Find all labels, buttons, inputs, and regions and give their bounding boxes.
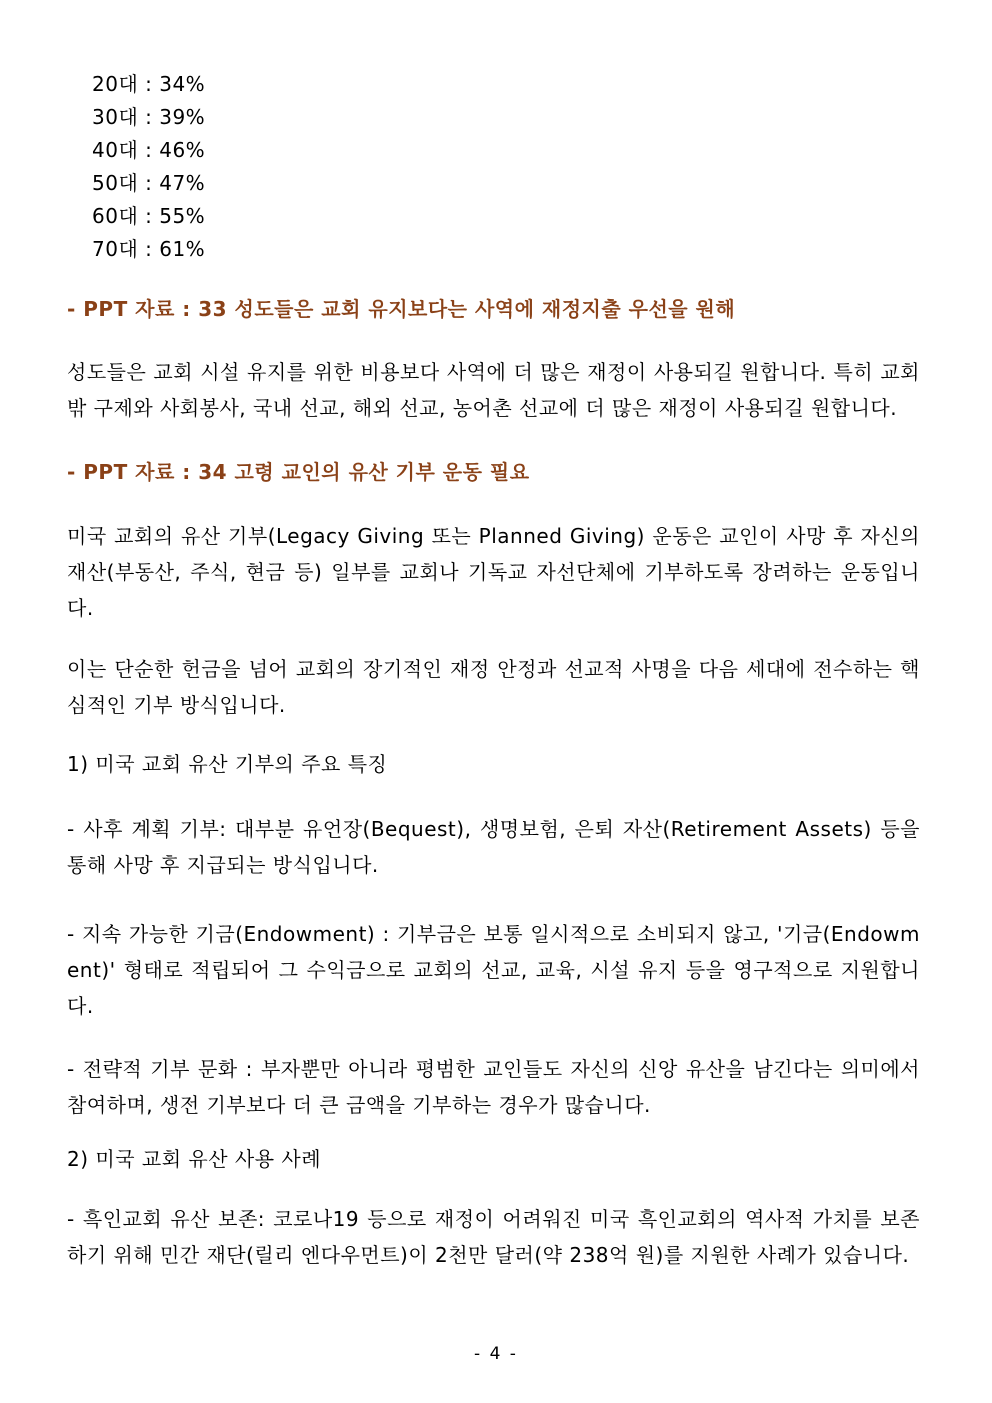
- age-stat-item-40s: 40대 : 46%: [92, 138, 206, 162]
- paragraph-ppt-33: 성도들은 교회 시설 유지를 위한 비용보다 사역에 더 많은 재정이 사용되길 원합니다. 특히 교회 밖 구제와 사회봉사, 국내 선교, 해외 선교, 농어촌 선교에 더 많은 재정이 사용되길 원합니다.: [67, 360, 920, 420]
- paragraph-legacy-giving-meaning: 이는 단순한 헌금을 넘어 교회의 장기적인 재정 안정과 선교적 사명을 다음 세대에 전수하는 핵심적인 기부 방식입니다.: [67, 657, 920, 717]
- item-endowment-fund: - 지속 가능한 기금(Endowment) : 기부금은 보통 일시적으로 소비되지 않고, '기금(Endowment)' 형태로 적립되어 그 수익금으로 교회의 선교, 교육, 시설 유지 등을 영구적으로 지원합니다.: [67, 922, 920, 1018]
- page-number: - 4 -: [474, 1344, 518, 1364]
- age-stat-item-70s: 70대 : 61%: [92, 237, 206, 261]
- age-stats-list: [67, 0, 920, 266]
- age-stat-item-50s: 50대 : 47%: [92, 171, 206, 195]
- age-stat-item-60s: 60대 : 55%: [92, 204, 206, 228]
- subheading-features: 1) 미국 교회 유산 기부의 주요 특징: [67, 752, 388, 776]
- item-black-church-preservation: - 흑인교회 유산 보존: 코로나19 등으로 재정이 어려워진 미국 흑인교회의 역사적 가치를 보존하기 위해 민간 재단(릴리 엔다우먼트)이 2천만 달러(약 238억 원)를 지원한 사례가 있습니다.: [67, 1207, 920, 1267]
- age-stat-item-20s: 20대 : 34%: [92, 72, 206, 96]
- item-posthumous-giving: - 사후 계획 기부: 대부분 유언장(Bequest), 생명보험, 은퇴 자산(Retirement Assets) 등을 통해 사망 후 지급되는 방식입니다.: [67, 817, 920, 877]
- item-strategic-giving-culture: - 전략적 기부 문화 : 부자뿐만 아니라 평범한 교인들도 자신의 신앙 유산을 남긴다는 의미에서 참여하며, 생전 기부보다 더 큰 금액을 기부하는 경우가 많습니다.: [67, 1057, 920, 1117]
- subheading-use-cases: 2) 미국 교회 유산 사용 사례: [67, 1147, 322, 1171]
- heading-ppt-34: - PPT 자료 : 34 고령 교인의 유산 기부 운동 필요: [67, 460, 530, 484]
- paragraph-legacy-giving-intro: 미국 교회의 유산 기부(Legacy Giving 또는 Planned Giving) 운동은 교인이 사망 후 자신의 재산(부동산, 주식, 현금 등) 일부를 교회나 기독교 자선단체에 기부하도록 장려하는 운동입니다.: [67, 524, 920, 620]
- heading-ppt-33: - PPT 자료 : 33 성도들은 교회 유지보다는 사역에 재정지출 우선을 원해: [67, 297, 736, 321]
- age-stat-item-30s: 30대 : 39%: [92, 105, 206, 129]
